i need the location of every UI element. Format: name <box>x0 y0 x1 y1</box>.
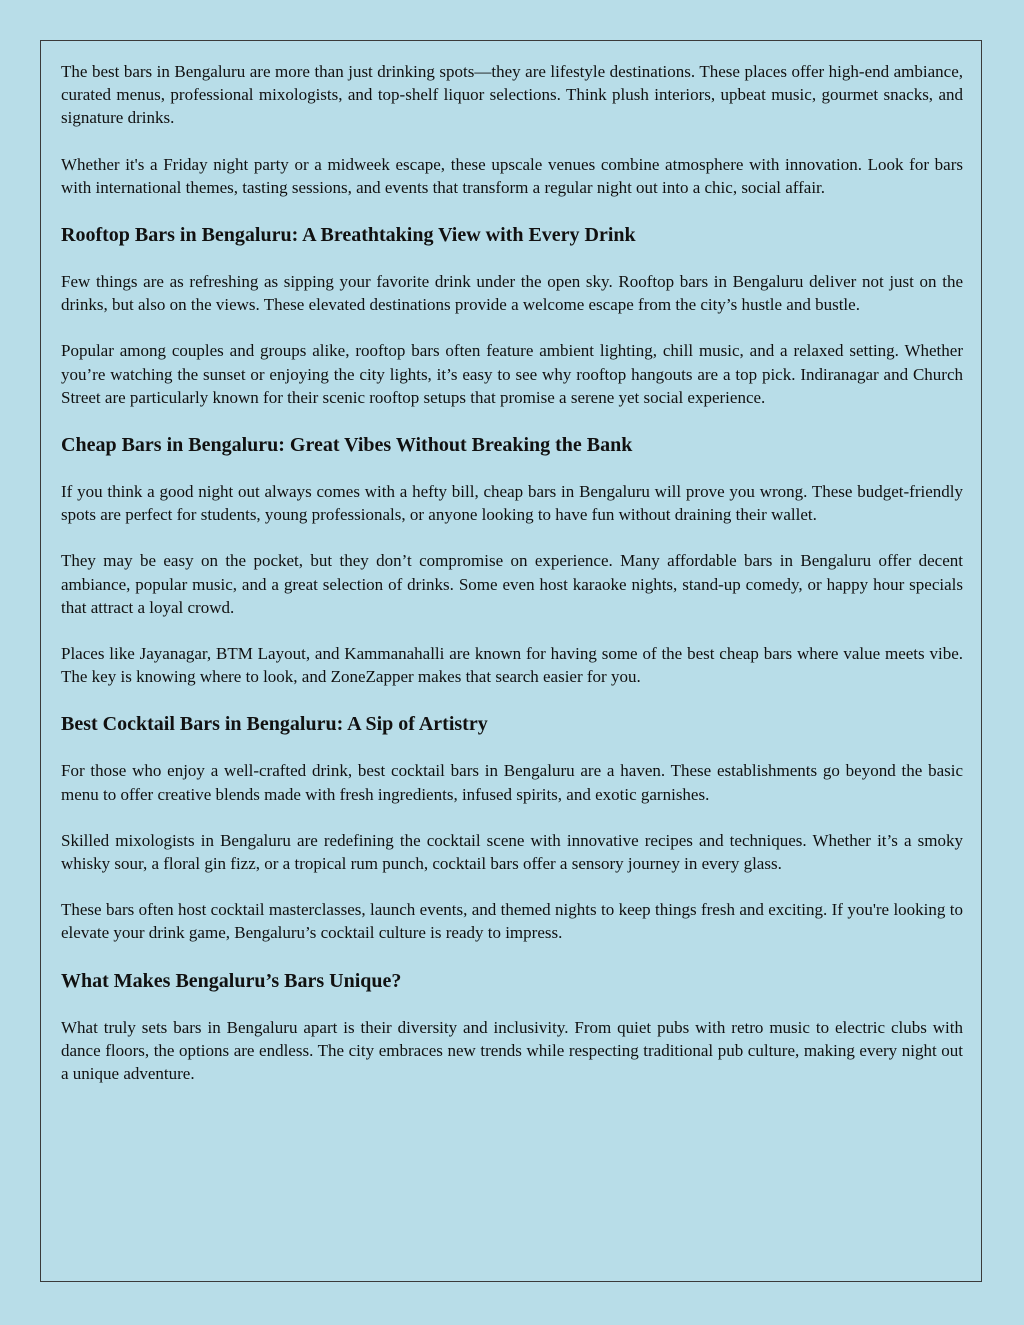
intro-paragraph-2: Whether it's a Friday night party or a midweek escape, these upscale venues combine atmosphere with innovation. Look for bars with international themes, tasting sessions, and events that transform a regular night out into a chic, social affair. <box>61 154 963 197</box>
cocktail-paragraph-3: These bars often host cocktail masterclasses, launch events, and themed nights to keep things fresh and exciting. If you're looking to elevate your drink game, Bengaluru’s cocktail culture is ready to impress. <box>61 900 963 943</box>
cocktail-paragraph-2: Skilled mixologists in Bengaluru are redefining the cocktail scene with innovative recipes and techniques. Whether it’s a smoky whisky sour, a floral gin fizz, or a tropical rum punch, cocktail bars offer a sensory journey in every glass. <box>61 830 963 874</box>
rooftop-paragraph-1: Few things are as refreshing as sipping your favorite drink under the open sky. Rooftop bars in Bengaluru deliver not just on the drinks, but also on the views. These elevated destinations provide a welcome escape from the city’s hustle and bustle. <box>61 272 963 315</box>
unique-paragraph-1: What truly sets bars in Bengaluru apart is their diversity and inclusivity. From quiet pubs with retro music to electric clubs with dance floors, the options are endless. The city embraces new trends while respecting traditional pub culture, making every night out a unique adventure. <box>61 1017 963 1084</box>
document-body <box>61 60 963 1108</box>
heading-rooftop-bars: Rooftop Bars in Bengaluru: A Breathtaking View with Every Drink <box>61 224 636 247</box>
heading-unique-bars: What Makes Bengaluru’s Bars Unique? <box>61 969 402 992</box>
rooftop-paragraph-2: Popular among couples and groups alike, rooftop bars often feature ambient lighting, chill music, and a relaxed setting. Whether you’re watching the sunset or enjoying the city lights, it’s easy to see why rooftop hangouts are a top pick. Indiranagar and Church Street are particularly known for their scenic rooftop setups that promise a serene yet social experience. <box>61 341 963 407</box>
cheap-paragraph-2: They may be easy on the pocket, but they don’t compromise on experience. Many affordable bars in Bengaluru offer decent ambiance, popular music, and a great selection of drinks. Some even host karaoke nights, stand-up comedy, or happy hour specials that attract a loyal crowd. <box>61 551 963 617</box>
intro-paragraph-1: The best bars in Bengaluru are more than just drinking spots—they are lifestyle destinations. These places offer high-end ambiance, curated menus, professional mixologists, and top-shelf liquor selections. Think plush interiors, upbeat music, gourmet snacks, and signature drinks. <box>61 62 963 128</box>
cheap-paragraph-3: Places like Jayanagar, BTM Layout, and Kammanahalli are known for having some of the best cheap bars where value meets vibe. The key is knowing where to look, and ZoneZapper makes that search easier for you. <box>61 644 963 687</box>
cocktail-paragraph-1: For those who enjoy a well-crafted drink, best cocktail bars in Bengaluru are a haven. These establishments go beyond the basic menu to offer creative blends made with fresh ingredients, infused spirits, and exotic garnishes. <box>61 761 963 804</box>
heading-cocktail-bars: Best Cocktail Bars in Bengaluru: A Sip of Artistry <box>61 713 488 736</box>
heading-cheap-bars: Cheap Bars in Bengaluru: Great Vibes Without Breaking the Bank <box>61 434 633 457</box>
cheap-paragraph-1: If you think a good night out always comes with a hefty bill, cheap bars in Bengaluru will prove you wrong. These budget-friendly spots are perfect for students, young professionals, or anyone looking to have fun without draining their wallet. <box>61 482 963 525</box>
